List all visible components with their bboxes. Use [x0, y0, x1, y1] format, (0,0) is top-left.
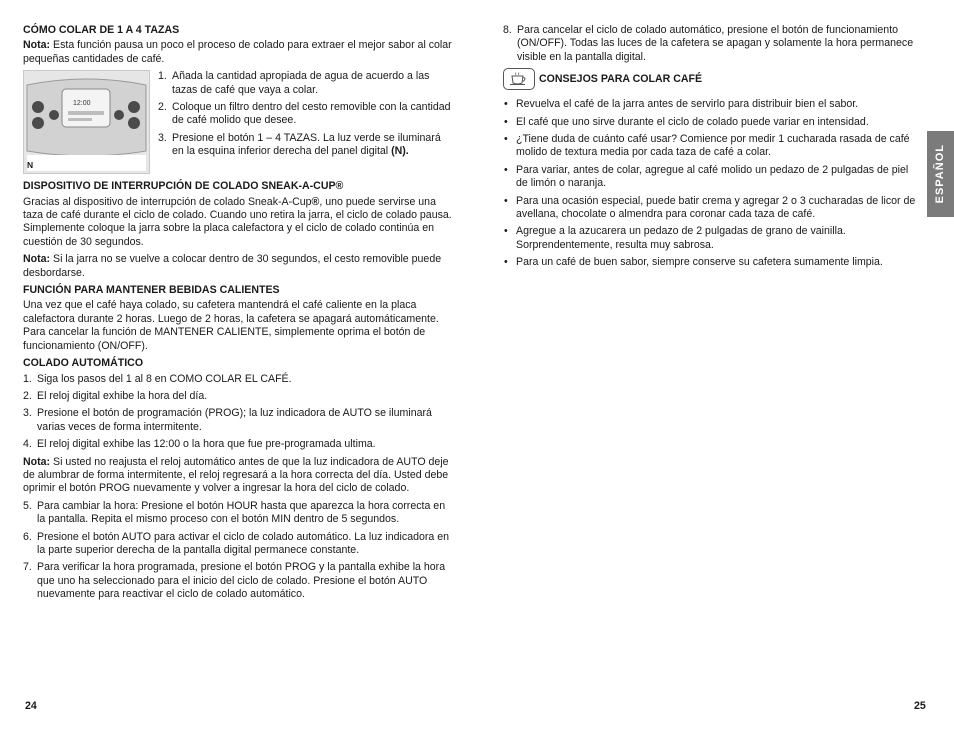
section-title: DISPOSITIVO DE INTERRUPCIÓN DE COLADO SNEAK-A-CUP®	[23, 180, 344, 193]
auto-brew-steps-c	[503, 24, 919, 64]
auto-brew-steps-b	[23, 500, 455, 602]
page-number-right: 25	[914, 700, 926, 712]
section-brew-1-4-cups	[23, 24, 455, 174]
tips-title: CONSEJOS PARA COLAR CAFÉ	[539, 72, 703, 85]
list-item: • ¿Tiene duda de cuánto café usar? Comience por medir 1 cucharada rasada de café molido de textura media por cada taza de café a colar.	[503, 133, 919, 160]
section-sneak-a-cup	[23, 180, 455, 280]
note-paragraph: Nota: Si usted no reajusta el reloj automático antes de que la luz indicadora de AUTO deje de alumbrar de forma intermitente, el reloj regresará a la hora correcta del día. Usted debe oprimir el botón PROG nuevamente y volver a ingresar la hora del ciclo de colado.	[23, 455, 449, 495]
section-title: COLADO AUTOMÁTICO	[23, 357, 144, 370]
note-label: Nota:	[23, 455, 51, 468]
figure-time: 12:00	[73, 100, 91, 108]
control-panel-illustration	[23, 70, 150, 174]
list-item: 3. Presione el botón 1 – 4 TAZAS. La luz verde se iluminará en la esquina inferior derecha del panel digital (N).	[158, 131, 441, 158]
figure-label: N	[27, 159, 34, 170]
language-tab	[927, 131, 954, 217]
note-label: Nota:	[23, 253, 51, 266]
list-item: 2. Coloque un filtro dentro del cesto removible con la cantidad de café molido que desee.	[158, 101, 451, 127]
list-item: • Para una ocasión especial, puede batir crema y agregar 2 o 3 cucharadas de licor de avellana, chocolate o almendra para coronar cada taza de café.	[503, 195, 919, 222]
list-item: • Agregue a la azucarera un pedazo de 2 pulgadas de grano de vainilla. Sorprendentemente, resulta muy sabrosa.	[503, 225, 919, 252]
auto-brew-steps-a	[23, 373, 455, 452]
language-tab-label: ESPAÑOL	[933, 144, 946, 204]
section-title: FUNCIÓN PARA MANTENER BEBIDAS CALIENTES	[23, 284, 280, 297]
tips-header	[503, 68, 919, 90]
coffee-cup-icon	[503, 68, 535, 90]
tips-list	[503, 98, 919, 269]
body-paragraph: Gracias al dispositivo de interrupción de colado Sneak-A-Cup®, uno puede servirse una taza de café durante el ciclo de colado. Cuando uno retira la jarra, el ciclo de colado pausa. Simplemente coloque la jarra sobre la placa calefactora y el ciclo de colado continúa en cuestión de 30 segundos.	[23, 195, 452, 248]
list-item: 2. El reloj digital exhibe la hora del día.	[23, 389, 208, 402]
list-item: 1. Añada la cantidad apropiada de agua de acuerdo a las tazas de café que vaya a colar.	[158, 70, 430, 96]
list-item: 4. El reloj digital exhibe las 12:00 o la hora que fue pre-programada ultima.	[23, 438, 376, 451]
section-keep-hot	[23, 284, 455, 353]
brew-steps-list	[158, 70, 455, 174]
list-item: 1. Siga los pasos del 1 al 8 en COMO COLAR EL CAFÉ.	[23, 372, 292, 385]
list-item: • Revuelva el café de la jarra antes de servirlo para distribuir bien el sabor.	[503, 98, 919, 111]
section-title: CÓMO COLAR DE 1 A 4 TAZAS	[23, 24, 180, 36]
right-page-column	[503, 24, 919, 274]
list-item: 3. Presione el botón de programación (PROG); la luz indicadora de AUTO se iluminará varias veces de forma intermitente.	[23, 407, 432, 433]
list-item: 6. Presione el botón AUTO para activar el ciclo de colado automático. La luz indicadora en la parte superior derecha de la pantalla digital permanece constante.	[23, 530, 450, 556]
list-item: 5. Para cambiar la hora: Presione el botón HOUR hasta que aparezca la hora correcta en la pantalla. Repita el mismo proceso con el botón MIN dentro de 5 segundos.	[23, 499, 446, 526]
page-number-left: 24	[25, 700, 37, 712]
body-paragraph: Una vez que el café haya colado, su cafetera mantendrá el café caliente en la placa calefactora durante 2 horas. Luego de 2 horas, la cafetera se apagará automáticamente. Para cancelar la función de MANTENER CALIENTE, simplemente oprima el botón de funcionamiento (ON/OFF).	[23, 299, 439, 352]
control-panel-icon	[24, 71, 149, 173]
list-item: 7. Para verificar la hora programada, presione el botón PROG y la pantalla exhibe la hora que uno ha seleccionado para el inicio del ciclo de colado. Presione el botón AUTO nuevamente para reactivar el ciclo de colado automático.	[23, 561, 446, 601]
list-item: • Para variar, antes de colar, agregue al café molido un pedazo de 2 pulgadas de piel de limón o naranja.	[503, 164, 919, 191]
figure-with-steps	[23, 70, 455, 174]
list-item: • El café que uno sirve durante el ciclo de colado puede variar en intensidad.	[503, 116, 919, 129]
note-label: Nota:	[23, 39, 51, 52]
note-paragraph: Nota: Si la jarra no se vuelve a colocar dentro de 30 segundos, el cesto removible puede desbordarse.	[23, 253, 442, 279]
list-item: 8. Para cancelar el ciclo de colado automático, presione el botón de funcionamiento (ON/OFF). Todas las luces de la cafetera se apagan y solamente la hora permanece visible en la pantalla digital.	[503, 24, 914, 63]
left-page-column	[23, 24, 455, 606]
note-text: Esta función pausa un poco el proceso de colado para extraer el mejor sabor al colar pequeñas cantidades de café.	[23, 39, 452, 65]
section-auto-brew	[23, 357, 455, 602]
note-paragraph	[23, 39, 455, 66]
list-item: • Para un café de buen sabor, siempre conserve su cafetera sumamente limpia.	[503, 256, 919, 269]
